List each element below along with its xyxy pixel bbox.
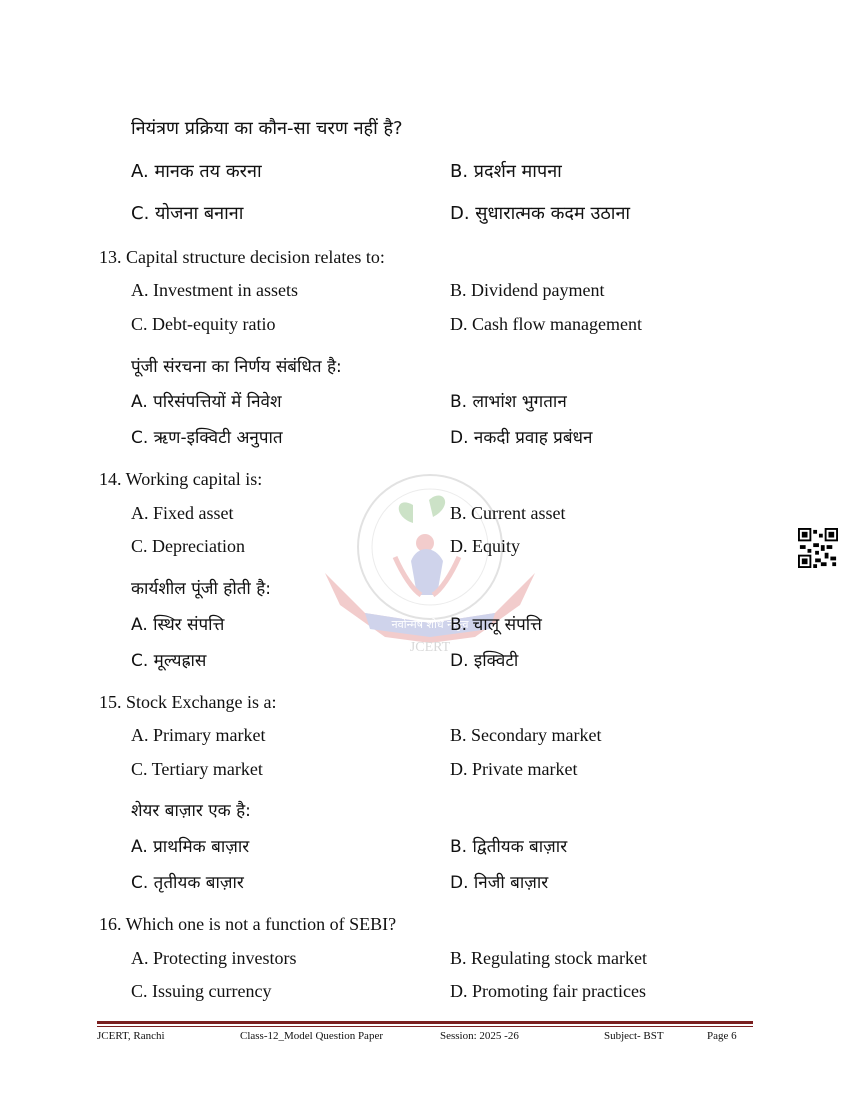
q15-option-a: A. Primary market <box>131 725 266 745</box>
q16-question: 16. Which one is not a function of SEBI? <box>99 914 397 934</box>
q13-option-a: A. Investment in assets <box>131 280 298 300</box>
q15-hindi-option-c: C. तृतीयक बाज़ार <box>131 873 244 893</box>
footer-rule-thin <box>97 1026 753 1027</box>
q13-hindi-option-c: C. ऋण-इक्विटी अनुपात <box>131 428 283 448</box>
q13-hindi-question: पूंजी संरचना का निर्णय संबंधित है: <box>131 357 342 377</box>
q13-option-d: D. Cash flow management <box>450 314 642 334</box>
q14-option-d: D. Equity <box>450 536 520 556</box>
q12-hindi-option-a: A. मानक तय करना <box>131 161 262 182</box>
footer-org: JCERT, Ranchi <box>97 1030 165 1042</box>
qr-code-icon <box>798 528 838 568</box>
q16-option-c: C. Issuing currency <box>131 981 272 1001</box>
footer-paper: Class-12_Model Question Paper <box>240 1030 383 1042</box>
q16-option-a: A. Protecting investors <box>131 948 297 968</box>
footer-subject: Subject- BST <box>604 1030 664 1042</box>
q13-option-c: C. Debt-equity ratio <box>131 314 276 334</box>
q12-hindi-option-c: C. योजना बनाना <box>131 203 244 224</box>
q13-option-b: B. Dividend payment <box>450 280 605 300</box>
q16-option-b: B. Regulating stock market <box>450 948 647 968</box>
q14-hindi-option-b: B. चालू संपत्ति <box>450 615 542 635</box>
q12-hindi-question: नियंत्रण प्रक्रिया का कौन-सा चरण नहीं है? <box>131 118 403 139</box>
q14-hindi-option-c: C. मूल्यह्रास <box>131 651 207 671</box>
watermark-org: JCERT <box>409 640 451 655</box>
q14-hindi-option-d: D. इक्विटी <box>450 651 519 671</box>
q16-option-d: D. Promoting fair practices <box>450 981 646 1001</box>
watermark-motto: नवोन्मेष शोध नेतृत्व <box>391 618 469 631</box>
q15-hindi-option-b: B. द्वितीयक बाज़ार <box>450 837 568 857</box>
q14-hindi-question: कार्यशील पूंजी होती है: <box>131 579 271 599</box>
q12-hindi-option-d: D. सुधारात्मक कदम उठाना <box>450 203 631 224</box>
q13-hindi-option-b: B. लाभांश भुगतान <box>450 392 567 412</box>
q15-hindi-option-a: A. प्राथमिक बाज़ार <box>131 837 250 857</box>
q14-hindi-option-a: A. स्थिर संपत्ति <box>131 615 225 635</box>
q14-option-b: B. Current asset <box>450 503 566 523</box>
footer-page-number: Page 6 <box>707 1030 737 1042</box>
q15-hindi-option-d: D. निजी बाज़ार <box>450 873 549 893</box>
footer-session: Session: 2025 -26 <box>440 1030 519 1042</box>
q15-option-b: B. Secondary market <box>450 725 602 745</box>
q13-hindi-option-a: A. परिसंपत्तियों में निवेश <box>131 392 282 412</box>
q15-option-d: D. Private market <box>450 759 578 779</box>
q15-question: 15. Stock Exchange is a: <box>99 692 277 712</box>
footer-rule-thick <box>97 1021 753 1024</box>
q15-hindi-question: शेयर बाज़ार एक है: <box>131 801 251 821</box>
q12-hindi-option-b: B. प्रदर्शन मापना <box>450 161 562 182</box>
q14-option-a: A. Fixed asset <box>131 503 234 523</box>
q13-hindi-option-d: D. नकदी प्रवाह प्रबंधन <box>450 428 593 448</box>
q13-question: 13. Capital structure decision relates to: <box>99 247 385 267</box>
q14-option-c: C. Depreciation <box>131 536 245 556</box>
q15-option-c: C. Tertiary market <box>131 759 263 779</box>
q14-question: 14. Working capital is: <box>99 469 263 489</box>
